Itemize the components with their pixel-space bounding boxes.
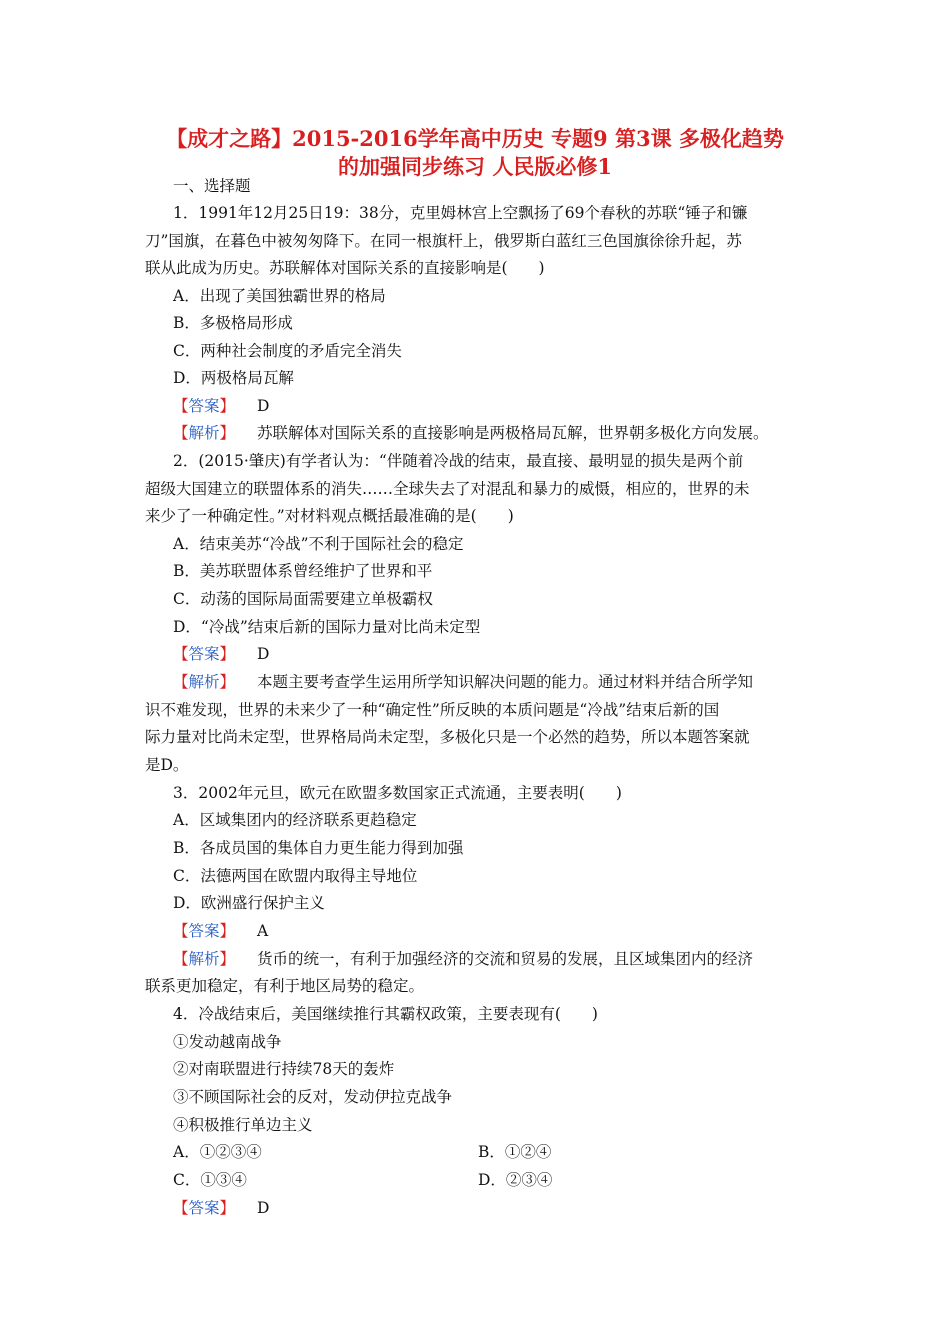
- q2-answer-value: D: [257, 645, 270, 663]
- q1-analysis-text: 苏联解体对国际关系的直接影响是两极格局瓦解，世界朝多极化方向发展。: [257, 424, 769, 442]
- q4-item-3: ③不顾国际社会的反对，发动伊拉克战争: [173, 1088, 453, 1106]
- q3-analysis-text: 货币的统一，有利于加强经济的交流和贸易的发展，且区域集团内的经济: [257, 950, 754, 968]
- analysis-tag: 【解析】: [173, 424, 236, 442]
- q1-stem-line-1: 1．1991年12月25日19：38分，克里姆林宫上空飘扬了69个春秋的苏联“锤子和镰: [173, 204, 748, 222]
- q4-item-1: ①发动越南战争: [173, 1033, 282, 1051]
- analysis-tag: 【解析】: [173, 673, 236, 691]
- q3-option-d: D．欧洲盛行保护主义: [173, 894, 325, 912]
- q3-answer-value: A: [257, 922, 269, 940]
- q4-option-d: D．②③④: [478, 1171, 553, 1189]
- q3-answer: [173, 921, 268, 941]
- q1-analysis: [173, 423, 769, 443]
- answer-tag: 【答案】: [173, 922, 236, 940]
- q2-option-c: C．动荡的国际局面需要建立单极霸权: [173, 590, 433, 608]
- q4-item-2: ②对南联盟进行持续78天的轰炸: [173, 1060, 395, 1078]
- section-heading: 一、选择题: [173, 177, 251, 195]
- q4-item-4: ④积极推行单边主义: [173, 1116, 313, 1134]
- q1-option-a: A．出现了美国独霸世界的格局: [173, 287, 386, 305]
- q4-option-c: C．①③④: [173, 1171, 247, 1189]
- q1-option-d: D．两极格局瓦解: [173, 369, 294, 387]
- q3-option-a: A．区域集团内的经济联系更趋稳定: [173, 811, 417, 829]
- q1-stem-line-3: 联从此成为历史。苏联解体对国际关系的直接影响是( ): [145, 259, 545, 277]
- q1-option-c: C．两种社会制度的矛盾完全消失: [173, 342, 402, 360]
- q2-analysis-line-2: 识不难发现，世界的未来少了一种“确定性”所反映的本质问题是“冷战”结束后新的国: [145, 701, 720, 719]
- q3-option-c: C．法德两国在欧盟内取得主导地位: [173, 867, 418, 885]
- document-title-line-1: 【成才之路】2015-2016学年高中历史 专题9 第3课 多极化趋势: [166, 126, 784, 151]
- q4-stem: 4．冷战结束后，美国继续推行其霸权政策，主要表现有( ): [173, 1005, 598, 1023]
- analysis-tag: 【解析】: [173, 950, 236, 968]
- q2-analysis-text: 本题主要考查学生运用所学知识解决问题的能力。通过材料并结合所学知: [257, 673, 754, 691]
- q2-option-d: D．“冷战”结束后新的国际力量对比尚未定型: [173, 618, 481, 636]
- q4-answer: [173, 1198, 269, 1218]
- q1-answer-value: D: [257, 397, 270, 415]
- q2-analysis-line-4: 是D。: [145, 756, 189, 774]
- document-title-line-2: 的加强同步练习 人民版必修1: [338, 154, 612, 179]
- q1-option-b: B．多极格局形成: [173, 314, 293, 332]
- q3-analysis-line-2: 联系更加稳定，有利于地区局势的稳定。: [145, 977, 425, 995]
- q1-stem-line-2: 刀”国旗，在暮色中被匆匆降下。在同一根旗杆上，俄罗斯白蓝红三色国旗徐徐升起，苏: [145, 232, 742, 250]
- q2-stem-line-1: 2．(2015·肇庆)有学者认为：“伴随着冷战的结束，最直接、最明显的损失是两个前: [173, 452, 744, 470]
- answer-tag: 【答案】: [173, 397, 236, 415]
- q2-analysis-line-3: 际力量对比尚未定型，世界格局尚未定型，多极化只是一个必然的趋势，所以本题答案就: [145, 728, 750, 746]
- q4-option-a: A．①②③④: [173, 1143, 262, 1161]
- q3-option-b: B．各成员国的集体自力更生能力得到加强: [173, 839, 464, 857]
- q2-analysis-line-1: [173, 672, 753, 692]
- q3-stem: 3．2002年元旦，欧元在欧盟多数国家正式流通，主要表明( ): [173, 784, 622, 802]
- q3-analysis-line-1: [173, 949, 753, 969]
- q4-answer-value: D: [257, 1199, 270, 1217]
- q2-option-a: A．结束美苏“冷战”不利于国际社会的稳定: [173, 535, 464, 553]
- q2-stem-line-2: 超级大国建立的联盟体系的消失……全球失去了对混乱和暴力的威慑，相应的，世界的未: [145, 480, 750, 498]
- q2-stem-line-3: 来少了一种确定性。”对材料观点概括最准确的是( ): [145, 507, 514, 525]
- q2-option-b: B．美苏联盟体系曾经维护了世界和平: [173, 562, 433, 580]
- answer-tag: 【答案】: [173, 1199, 236, 1217]
- q2-answer: [173, 644, 269, 664]
- q4-option-b: B．①②④: [478, 1143, 552, 1161]
- answer-tag: 【答案】: [173, 645, 236, 663]
- q1-answer: [173, 396, 269, 416]
